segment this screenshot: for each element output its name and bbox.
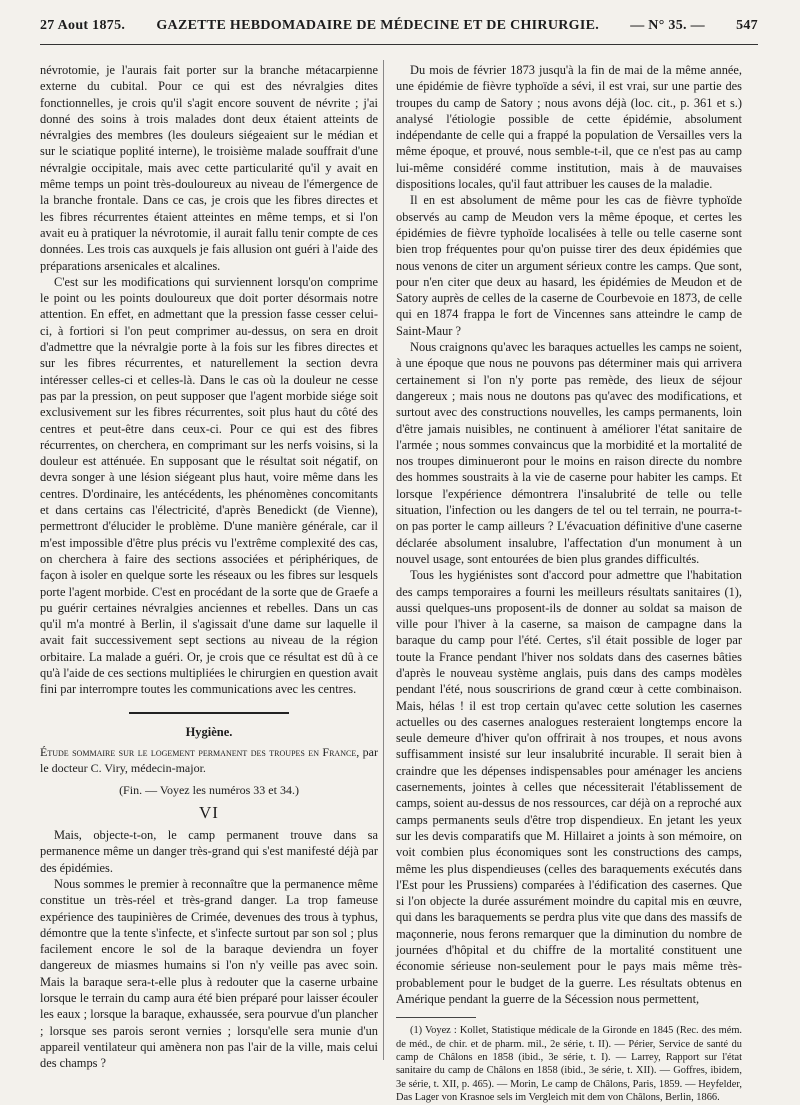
chapter-numeral: VI: [199, 802, 219, 822]
footnote: (1) Voyez : Kollet, Statistique médicale de la Gironde en 1845 (Rec. des mém. de méd., de chir. et de pharm. mil., 2e série, t. II). — Périer, Service de santé du camp de Châlons en 1858 (ibid., 3e série, t. I). — Larrey, Rapport sur l'état sanitaire du camp de Châlons en 1858 (ibid., 3e série, t. XII). — Goffres, ibidem, 3e série, t. XII, p. 465). — Morin, Le camp de Châlons, Paris, 1859. — Heyfelder, Das Lager von Krasnoe sels im Vergleich mit dem von Châlons, Berlin, 1866.: [396, 1025, 742, 1104]
right-paragraph: Il en est absolument de même pour les cas de fièvre typhoïde observés au camp de Meudon vers la même époque, et certes les épidémies de fièvre typhoïde localisées à telle ou telle caserne sont bien trop fréquentes pour qu'on puisse tirer des deux épidémies que nous venons de citer un argument sérieux contre les camps. Que sont, pour n'en citer que deux au hasard, les épidémies de Meudon et de Satory auprès de celles de la caserne de Courbevoie en 1873, de celle qui en 1874 frappa le fort de Vincennes sans atteindre le camp de Saint-Maur ?: [396, 193, 742, 338]
left-paragraph: Nous sommes le premier à reconnaître que la permanence même constitue un très-réel et très-grand danger. La trop fameuse expérience des taupinières de Crimée, devenues des trous à typhus, démontre que la tente s'infecte, et s'infecte surtout par son sol ; plus facilement encore le sol de la baraque deviendra un foyer dangereux de miasmes humains si l'on n'y veille pas avec soin. Mais la baraque sera-t-elle plus à redouter que la caserne urbaine lorsque le terrain du camp aura été bien préparé pour laisser écouler les eaux ; lorsque la baraque, exhaussée, sera pourvue d'un plancher ; lorsque ses parois seront vernies ; lorsqu'elle sera munie d'un appareil ventilateur qui amènera non pas l'air de la ville, mais celui des champs ?: [40, 876, 378, 1071]
header-rule: [40, 44, 758, 45]
header-issue: — N° 35. —: [630, 18, 705, 33]
right-paragraph: Du mois de février 1873 jusqu'à la fin de mai de la même année, une épidémie de fièvre typhoïde a sévi, il est vrai, sur une partie des troupes du camp de Satory ; nous avons déjà (loc. cit., p. 361 et s.) analysé l'étiologie possible de cette épidémie, absolument indépendante de celle qui a frappé la population de Versailles vers la même époque, et prouvé, nous semble-t-il, que ce n'est pas au camp lui-même considéré comme institution, mais à de mauvaises dispositions locales, qu'il faut attribuer les causes de la maladie.: [396, 63, 742, 192]
left-column: [40, 62, 378, 1072]
left-paragraph: C'est sur les modifications qui surviennent lorsqu'on comprime le point ou les points douloureux que doit porter désormais notre attention. En effet, en admettant que la pression fasse cesser celui-ci, à fortiori si l'on peut comprimer au-dessus, on sera en droit d'admettre que la névralgie porte à la fois sur les fibres directes et sur les fibres récurrentes, et naturellement la section devra intéresser celles-ci et celles-là. Dans le cas où la douleur ne cesse pas par la pression, on peut supposer que l'agent morbide siége soit exclusivement sur les fibres récurrentes, soit plus haut du côté des centres et peut-être dans ceux-ci. Pour ce qui est des fibres récurrentes, on cherchera, en comprimant sur les nerfs voisins, si la douleur est atténuée. En supposant que le résultat soit négatif, on devra songer à une lésion siégeant plus haut, voire même dans les centres. D'ordinaire, les antécédents, les phénomènes concomitants et dans certains cas l'électricité, d'après Benedickt (de Vienne), permettront d'élucider le problème. D'une manière générale, car il m'est impossible d'être plus précis vu l'extrême complexité des cas, on cherchera à faire des sections associées et périphériques, de façon à isoler en quelque sorte les réseaux ou les fibres sur lesquels porte l'agent morbide. C'est en procédant de la sorte que de Graefe a pu guérir certaines névralgies anciennes et rebelles. Dans un cas qu'il m'a montré à Berlin, il s'agissait d'une dame sur laquelle il avait fait successivement sept sections au niveau de la région orbitaire. La malade a guéri. Or, je crois que ce résultat est dû à ce qu'à l'aide de ces sections multipliées le chirurgien en question avait fini par interrompre toutes les communications avec les centres.: [40, 274, 378, 697]
continuation-note: (Fin. — Voyez les numéros 33 et 34.): [119, 783, 299, 798]
right-column: [396, 62, 742, 1105]
header-title: GAZETTE HEBDOMADAIRE DE MÉDECINE ET DE CHIRURGIE.: [156, 18, 600, 33]
left-paragraph: névrotomie, je l'aurais fait porter sur la branche métacarpienne externe du cubital. Pour ce qui est des névralgies dites fonctionnelles, je crois qu'il s'agit encore souvent de névrite ; j'ai donné des soins à trois malades dont deux étaient atteints de névralgies des membres (les douleurs siégeaient sur le médian et sur le sciatique poplité interne), le troisième malade souffrait d'une névralgie occipitale, mais avec cette particularité qu'il y avait en même temps un point très-douloureux au niveau de l'émergence de la branche frontale. Dans ce cas, je crois que les fibres directes et les fibres récurrentes étaient atteintes en même temps, et si l'on avait eu à pratiquer la névrotomie, il aurait fallu tenir compte de ces données. Les trois cas auxquels je fais allusion ont guéri à l'aide des préparations arsenicales et alcalines.: [40, 63, 378, 273]
footnote-rule: [396, 1017, 476, 1018]
study-title: [40, 744, 378, 777]
study-title-caps: Étude sommaire sur le logement permanent des troupes en France,: [40, 744, 360, 759]
running-head: [40, 18, 758, 34]
header-date: 27 Aout 1875.: [40, 18, 126, 33]
column-divider: [383, 60, 384, 1060]
section-heading: Hygiène.: [185, 724, 233, 739]
left-paragraph: Mais, objecte-t-on, le camp permanent trouve dans sa permanence même un danger très-grand qui s'est manifesté déjà par des épidémies.: [40, 828, 378, 875]
right-paragraph: Tous les hygiénistes sont d'accord pour admettre que l'habitation des camps temporaires a fourni les meilleurs résultats sanitaires (1), aussi quelques-uns proposent-ils de donner au soldat sa maison de ville pour l'hiver à la caserne, sa maison de campagne dans la baraque du camp pour l'été. Certes, s'il était possible de loger par toute la France pendant l'hiver nos soldats dans des casernes bâties d'après le nouveau système anglais, puis dans des camps modèles pendant l'été, nous souscririons de grand cœur à cette combinaison. Mais, hélas ! il est trop certain qu'avec cette solution les casernes actuelles ou des casernes analogues resteraient longtemps encore la seule demeure d'hiver qu'on offrirait à nos troupes, et nous avons suffisamment insisté sur leur insalubrité incurable. Il serait bien à craindre que les dépenses indispensables pour aménager les anciens casernements, jointes à celles que nécessiterait l'établissement de camps, soient au-dessus de nos ressources, car déjà on a reproché aux camps permanents seuls d'être trop dispendieux. En jetant les yeux sur les devis comparatifs que M. Hillairet a joints à son mémoire, on voit combien plus économiques sont les constructions des camps, même les plus dispendieuses (celles des baraquements exécutés dans l'Est pour les Prussiens) comparées à l'édification des casernes. Que si l'on objecte la durée assurément moindre du capital mis en œuvre, qui dans les baraquements se perdra plus vite que dans des massifs de maçonnerie, nous ferons remarquer que la diminution du nombre de journées d'hôpital et du chiffre de la mortalité constituent une économie sérieuse non-seulement pour le pays mais même très-probablement pour le budget de la guerre. Les résultats obtenus en Amérique pendant la guerre de la Sécession nous permettent,: [396, 568, 742, 1006]
header-page-number: 547: [736, 18, 758, 33]
right-paragraph: Nous craignons qu'avec les baraques actuelles les camps ne soient, à une époque que nous ne pouvons pas déterminer mais qui arrivera certainement si l'on n'y porte pas remède, des lieux de séjour dangereux ; mais nous ne doutons pas qu'avec des modifications, et surtout avec des constructions nouvelles, les camps permanents, loin d'être jamais nuisibles, ne continuent à améliorer l'état sanitaire de l'armée ; nous sommes convaincus que la morbidité et la mortalité de nos troupes diminueront pour le moins en raison directe du nombre des hommes soustraits à la vie de caserne pour habiter les camps. Et lorsque l'expérience démontrera l'insalubrité de telle ou telle situation, l'infection ou les dangers de tel ou tel terrain, ne pourra-t-on pas porter le camp ailleurs ? L'évacuation définitive d'une caserne déclarée absolument insalubre, l'affectation d'un monument à un nouvel usage, sont entourées de bien plus grandes difficultés.: [396, 340, 742, 566]
study-title-author: par le docteur C. Viry, médecin-major.: [40, 744, 378, 776]
section-divider: [129, 712, 289, 714]
